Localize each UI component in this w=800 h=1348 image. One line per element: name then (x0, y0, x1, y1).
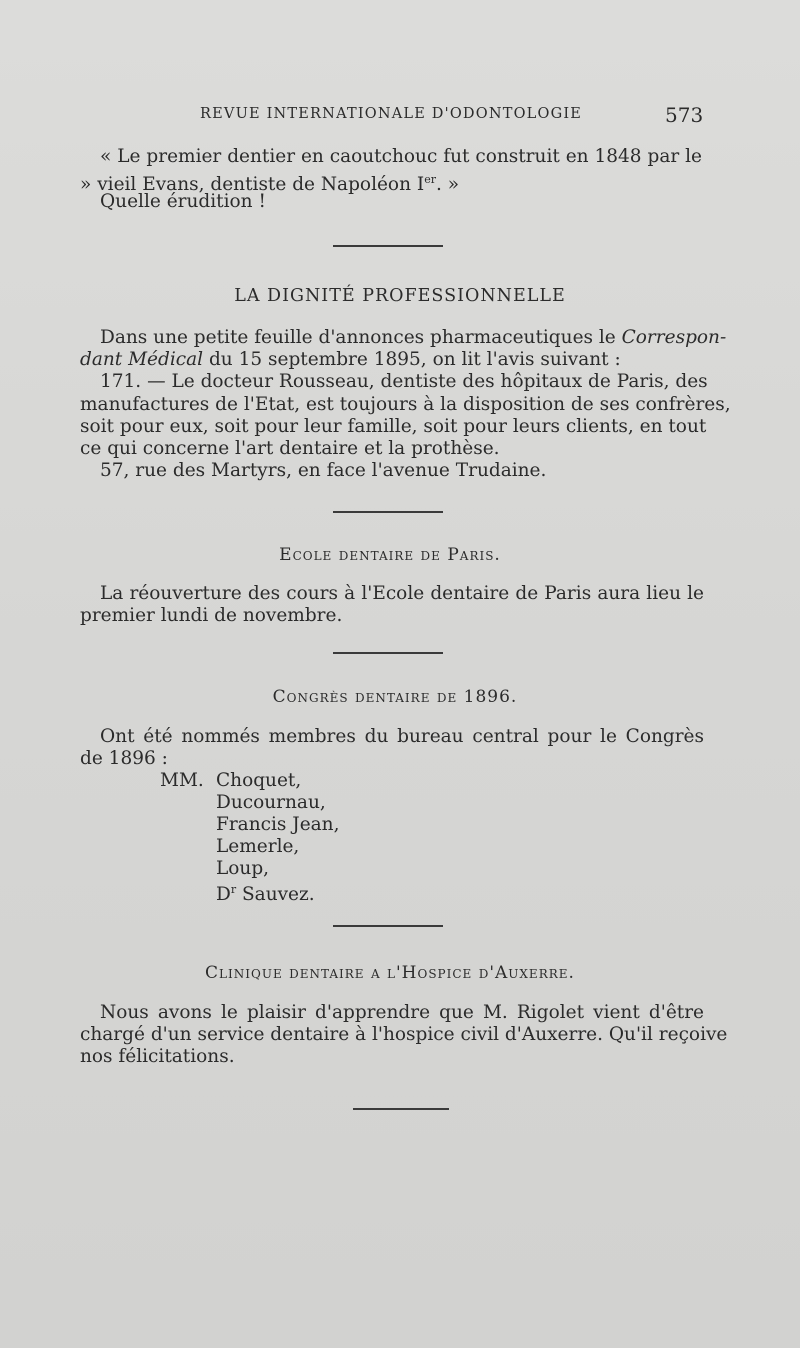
quote-line-2-sup: er (424, 173, 436, 186)
running-header: REVUE INTERNATIONALE D'ODONTOLOGIE (200, 106, 583, 122)
dignite-line-2-italic: dant Médical (80, 349, 204, 370)
member-item: Francis Jean, (216, 814, 340, 835)
dignite-line-2-text: du 15 septembre 1895, on lit l'avis suivant : (203, 349, 621, 370)
clinique-line-3: nos félicitations. (80, 1046, 235, 1067)
section-divider-1 (333, 245, 443, 247)
dignite-line-5: soit pour eux, soit pour leur famille, soit pour leurs clients, en tout (80, 416, 707, 437)
section-title-congres: Congrès dentaire de 1896. (272, 687, 518, 707)
section-title-dignite: LA DIGNITÉ PROFESSIONNELLE (234, 286, 566, 306)
quote-line-2-text: » vieil Evans, dentiste de Napoléon I (80, 174, 425, 196)
dignite-line-4: manufactures de l'Etat, est toujours à la disposition de ses confrères, (80, 394, 731, 415)
member-item: Lemerle, (216, 836, 300, 857)
page-number: 573 (665, 103, 704, 127)
member-item: Choquet, (216, 770, 302, 791)
quote-line-1: « Le premier dentier en caoutchouc fut construit en 1848 par le (100, 146, 702, 167)
dignite-line-7: 57, rue des Martyrs, en face l'avenue Trudaine. (100, 460, 547, 481)
section-title-ecole: Ecole dentaire de Paris. (279, 545, 501, 565)
dignite-line-6: ce qui concerne l'art dentaire et la prothèse. (80, 438, 500, 459)
congres-line-1: Ont été nommés membres du bureau central pour le Congrès (100, 726, 704, 747)
dignite-line-1-italic: Correspon- (621, 327, 727, 348)
section-title-clinique: Clinique dentaire a l'Hospice d'Auxerre. (205, 963, 575, 983)
dignite-line-2 (80, 349, 621, 370)
congres-line-2: de 1896 : (80, 748, 168, 769)
section-divider-4 (333, 925, 443, 927)
member-item-last (216, 879, 315, 905)
member-item: Ducournau, (216, 792, 326, 813)
ecole-line-1: La réouverture des cours à l'Ecole dentaire de Paris aura lieu le (100, 583, 704, 604)
member-title: D (216, 884, 231, 906)
quote-line-3: Quelle érudition ! (100, 191, 266, 212)
section-divider-3 (333, 652, 443, 654)
quote-line-2-end: . » (435, 174, 460, 196)
end-divider (353, 1108, 449, 1110)
member-name: Sauvez. (236, 884, 315, 906)
section-divider-2 (333, 511, 443, 513)
dignite-line-1-text: Dans une petite feuille d'annonces pharmaceutiques le (100, 327, 622, 348)
clinique-line-2: chargé d'un service dentaire à l'hospice civil d'Auxerre. Qu'il reçoive (80, 1024, 728, 1045)
member-title-sup: r (230, 883, 237, 896)
dignite-line-1 (100, 327, 727, 348)
ecole-line-2: premier lundi de novembre. (80, 605, 343, 626)
clinique-line-1: Nous avons le plaisir d'apprendre que M. Rigolet vient d'être (100, 1002, 704, 1023)
mm-label: MM. (160, 770, 204, 791)
dignite-line-3: 171. — Le docteur Rousseau, dentiste des hôpitaux de Paris, des (100, 371, 708, 392)
member-item: Loup, (216, 858, 270, 879)
